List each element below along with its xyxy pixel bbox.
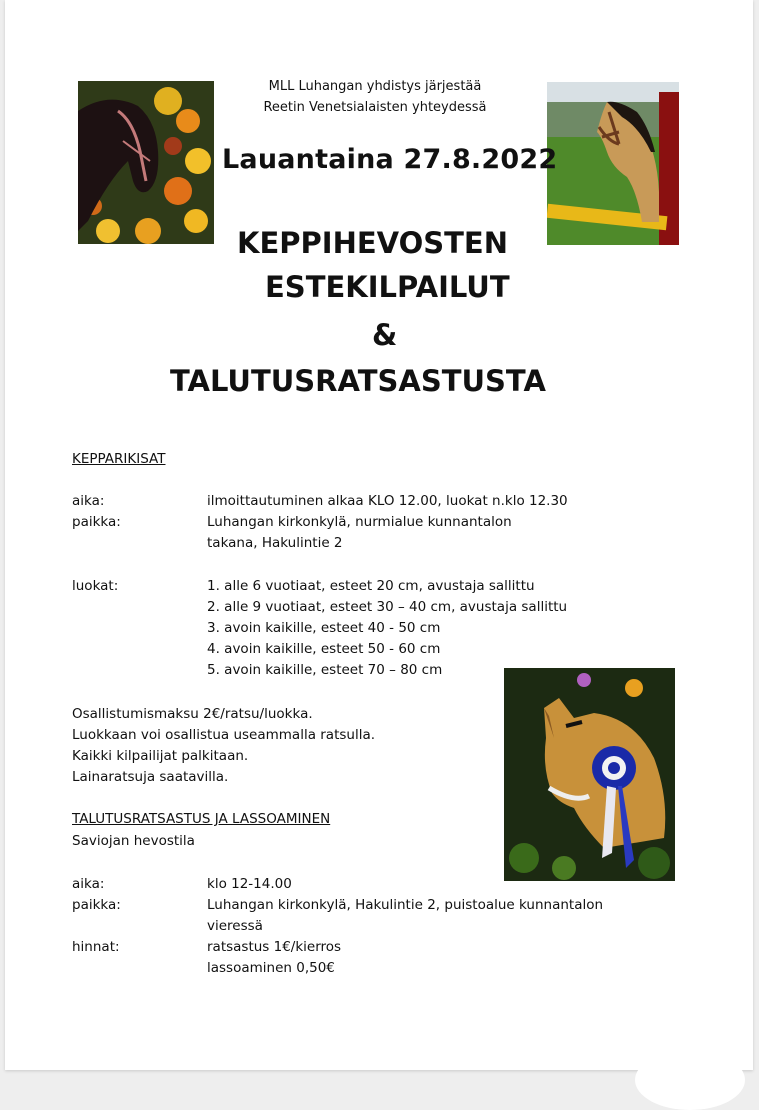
paikka-value-line-1: Luhangan kirkonkylä, nurmialue kunnantalon <box>207 514 512 530</box>
title-line-2: ESTEKILPAILUT <box>265 270 510 304</box>
organizer-line-1: MLL Luhangan yhdistys järjestää <box>268 79 482 94</box>
horse-rosette-photo <box>504 668 675 881</box>
kepparikisat-heading: KEPPARIKISAT <box>72 451 166 467</box>
hinnat-label: hinnat: <box>72 939 120 955</box>
title-line-3: TALUTUSRATSASTUSTA <box>170 364 546 398</box>
talutus-paikka-value-line-2: vieressä <box>207 918 263 934</box>
talutus-paikka-label: paikka: <box>72 897 121 913</box>
class-item: 5. avoin kaikille, esteet 70 – 80 cm <box>207 662 443 678</box>
luokat-label: luokat: <box>72 578 119 594</box>
info-line: Kaikki kilpailijat palkitaan. <box>72 748 249 764</box>
class-item: 2. alle 9 vuotiaat, esteet 30 – 40 cm, avustaja sallittu <box>207 599 568 615</box>
talutus-paikka-value-line-1: Luhangan kirkonkylä, Hakulintie 2, puistoalue kunnantalon <box>207 897 604 913</box>
info-line: Osallistumismaksu 2€/ratsu/luokka. <box>72 706 313 722</box>
title-ampersand: & <box>372 318 398 352</box>
info-line: Luokkaan voi osallistua useammalla ratsulla. <box>72 727 376 743</box>
talutus-aika-label: aika: <box>72 876 105 892</box>
event-date: Lauantaina 27.8.2022 <box>222 144 558 175</box>
hinnat-value-line-1: ratsastus 1€/kierros <box>207 939 342 955</box>
page-corner <box>635 1050 745 1110</box>
talutus-aika-value: klo 12-14.00 <box>207 876 292 892</box>
info-line: Lainaratsuja saatavilla. <box>72 769 229 785</box>
paikka-label: paikka: <box>72 514 121 530</box>
aika-label: aika: <box>72 493 105 509</box>
title-line-1: KEPPIHEVOSTEN <box>237 226 508 260</box>
class-item: 4. avoin kaikille, esteet 50 - 60 cm <box>207 641 441 657</box>
talutus-heading: TALUTUSRATSASTUS JA LASSOAMINEN <box>72 811 331 827</box>
aika-value: ilmoittautuminen alkaa KLO 12.00, luokat n.klo 12.30 <box>207 493 568 509</box>
talutus-subtitle: Saviojan hevostila <box>72 833 195 849</box>
class-item: 1. alle 6 vuotiaat, esteet 20 cm, avustaja sallittu <box>207 578 535 594</box>
organizer-line-2: Reetin Venetsialaisten yhteydessä <box>263 100 487 115</box>
class-item: 3. avoin kaikille, esteet 40 - 50 cm <box>207 620 441 636</box>
paikka-value-line-2: takana, Hakulintie 2 <box>207 535 343 551</box>
hinnat-value-line-2: lassoaminen 0,50€ <box>207 960 335 976</box>
